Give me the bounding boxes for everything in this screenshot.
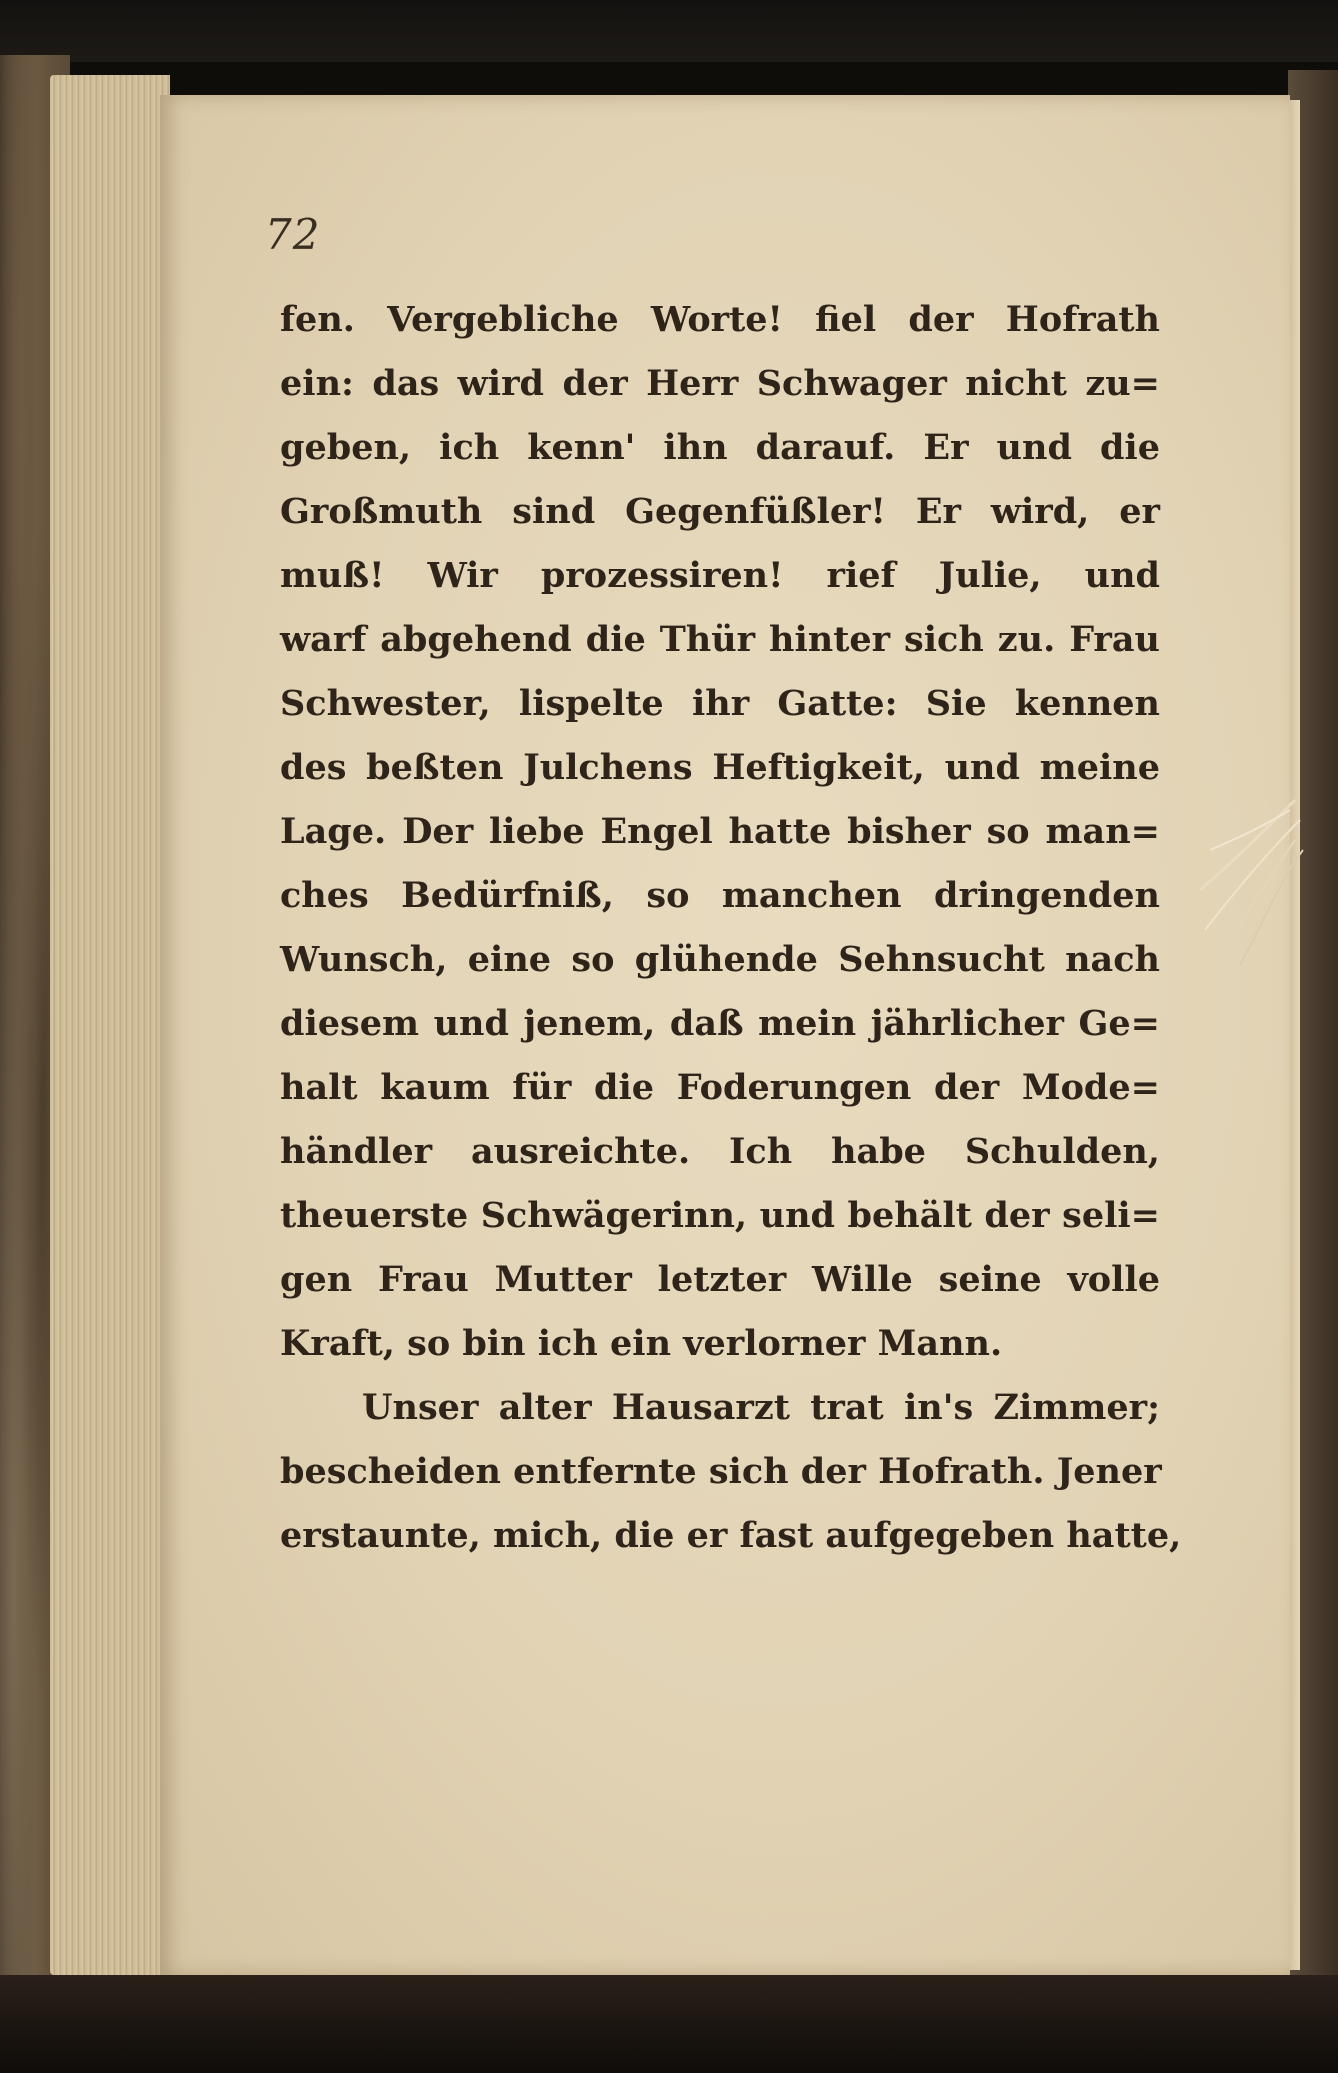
text-line: halt kaum für die Foderungen der Mode=: [280, 1067, 1160, 1108]
text-line: ein: das wird der Herr Schwager nicht zu=: [280, 363, 1160, 404]
text-line: ches Bedürfniß, so manchen dringenden: [280, 875, 1160, 916]
text-line: händler ausreichte. Ich habe Schulden,: [280, 1131, 1160, 1172]
page-text: [280, 288, 1182, 1568]
text-line: gen Frau Mutter letzter Wille seine volle: [280, 1259, 1160, 1300]
text-line: muß! Wir prozessiren! rief Julie, und: [280, 555, 1160, 596]
text-line: Lage. Der liebe Engel hatte bisher so man=: [280, 811, 1160, 852]
text-line: bescheiden entfernte sich der Hofrath. Jener: [280, 1451, 1162, 1492]
text-line: erstaunte, mich, die er fast aufgegeben hatte,: [280, 1515, 1182, 1556]
page-edges: [50, 75, 170, 1975]
text-line: Unser alter Hausarzt trat in's Zimmer;: [362, 1387, 1160, 1428]
page-number: 72: [265, 210, 321, 259]
background-bottom: [0, 1975, 1338, 2073]
text-line: Wunsch, eine so glühende Sehnsucht nach: [280, 939, 1160, 980]
thread-fibres: [1195, 790, 1305, 970]
text-line: warf abgehend die Thür hinter sich zu. Frau: [280, 619, 1160, 660]
text-line: Schwester, lispelte ihr Gatte: Sie kennen: [280, 683, 1160, 724]
text-line: Großmuth sind Gegenfüßler! Er wird, er: [280, 491, 1160, 532]
text-line: fen. Vergebliche Worte! fiel der Hofrath: [280, 299, 1160, 340]
text-line: geben, ich kenn' ihn darauf. Er und die: [280, 427, 1160, 468]
text-line: diesem und jenem, daß mein jährlicher Ge=: [280, 1003, 1160, 1044]
text-line: Kraft, so bin ich ein verlorner Mann.: [280, 1323, 1003, 1364]
text-line: des beßten Julchens Heftigkeit, und meine: [280, 747, 1160, 788]
background-top: [0, 0, 1338, 62]
text-line: theuerste Schwägerinn, und behält der seli=: [280, 1195, 1160, 1236]
